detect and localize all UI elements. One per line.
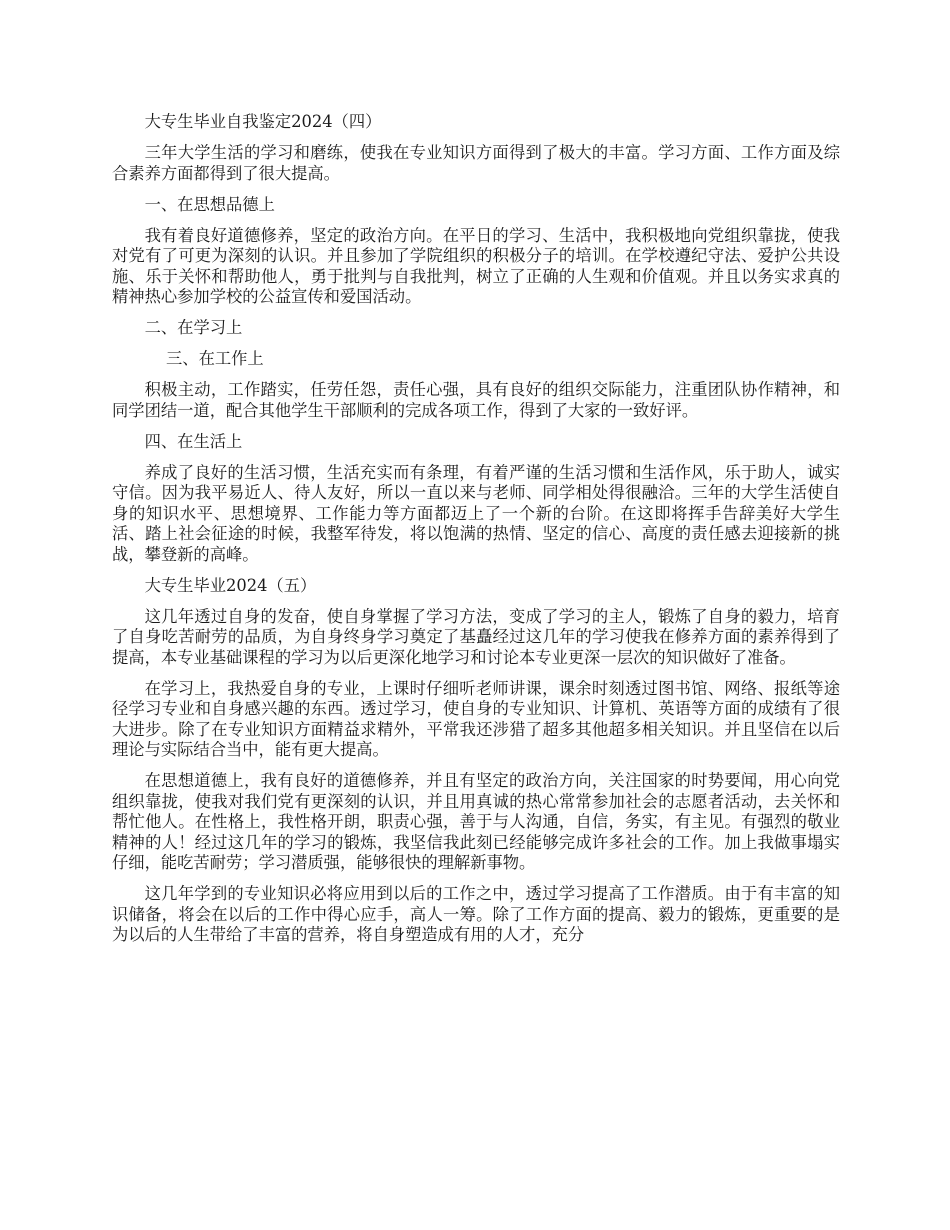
study-paragraph: 在学习上，我热爱自身的专业，上课时仔细听老师讲课，课余时刻透过图书馆、网络、报纸等途径学习专业和自身感兴趣的东西。透过学习，使自身的专业知识、计算机、英语等方面的成绩有了很大进步。除了在专业知识方面精益求精外，平常我还涉猎了超多其他超多相关知识。并且坚信在以后理论与实际结合当中，能有更大提高。 <box>112 678 840 759</box>
section-heading-study: 二、在学习上 <box>144 318 243 337</box>
section-heading-life: 四、在生活上 <box>144 431 243 451</box>
section-heading-work: 三、在工作上 <box>166 349 264 368</box>
effort-paragraph: 这几年透过自身的发奋，使自身掌握了学习方法，变成了学习的主人，锻炼了自身的毅力，培育了自身吃苦耐劳的品质，为自身终身学习奠定了基矗经过这几年的学习使我在修养方面的素养得到了提高，本专业基础课程的学习为以后更深化地学习和讨论本专业更深一层次的知识做好了准备。 <box>112 606 840 667</box>
document-page <box>112 112 840 956</box>
work-paragraph: 积极主动，工作踏实，任劳任怨，责任心强，具有良好的组织交际能力，注重团队协作精神，和同学团结一道，配合其他学生干部顺利的完成各项工作，得到了大家的一致好评。 <box>112 380 840 420</box>
section-heading-morality: 一、在思想品德上 <box>144 194 275 214</box>
morality-paragraph: 我有着良好道德修养，坚定的政治方向。在平日的学习、生活中，我积极地向党组织靠拢，使我对党有了可更为深刻的认识。并且参加了学院组织的积极分子的培训。在学校遵纪守法、爱护公共设施、乐于关怀和帮助他人，勇于批判与自我批判，树立了正确的人生观和价值观。并且以务实求真的精神热心参加学校的公益宣传和爱国活动。 <box>112 225 840 306</box>
life-paragraph: 养成了良好的生活习惯，生活充实而有条理，有着严谨的生活习惯和生活作风，乐于助人，诚实守信。因为我平易近人、待人友好，所以一直以来与老师、同学相处得很融洽。三年的大学生活使自身的知识水平、思想境界、工作能力等方面都迈上了一个新的台阶。在这即将挥手告辞美好大学生活、踏上社会征途的时候，我整军待发，将以饱满的热情、坚定的信心、高度的责任感去迎接新的挑战，攀登新的高峰。 <box>112 462 840 564</box>
document-title: 大专生毕业自我鉴定2024（四） <box>144 112 382 131</box>
future-paragraph: 这几年学到的专业知识必将应用到以后的工作之中，透过学习提高了工作潜质。由于有丰富的知识储备，将会在以后的工作中得心应手，高人一筹。除了工作方面的提高、毅力的锻炼，更重要的是为以后的人生带给了丰富的营养，将自身塑造成有用的人才，充分 <box>112 884 840 944</box>
ideology-paragraph: 在思想道德上，我有良好的道德修养，并且有坚定的政治方向，关注国家的时势要闻，用心向党组织靠拢，使我对我们党有更深刻的认识，并且用真诚的热心常常参加社会的志愿者活动，去关怀和帮忙他人。在性格上，我性格开朗，职责心强，善于与人沟通，自信，务实，有主见。有强烈的敬业精神的人！经过这几年的学习的锻炼，我坚信我此刻已经能够完成许多社会的工作。加上我做事塌实仔细，能吃苦耐劳；学习潜质强，能够很快的理解新事物。 <box>112 771 840 872</box>
document-title-2: 大专生毕业2024（五） <box>144 575 317 595</box>
intro-paragraph: 三年大学生活的学习和磨练，使我在专业知识方面得到了极大的丰富。学习方面、工作方面及综合素养方面都得到了很大提高。 <box>112 143 840 183</box>
